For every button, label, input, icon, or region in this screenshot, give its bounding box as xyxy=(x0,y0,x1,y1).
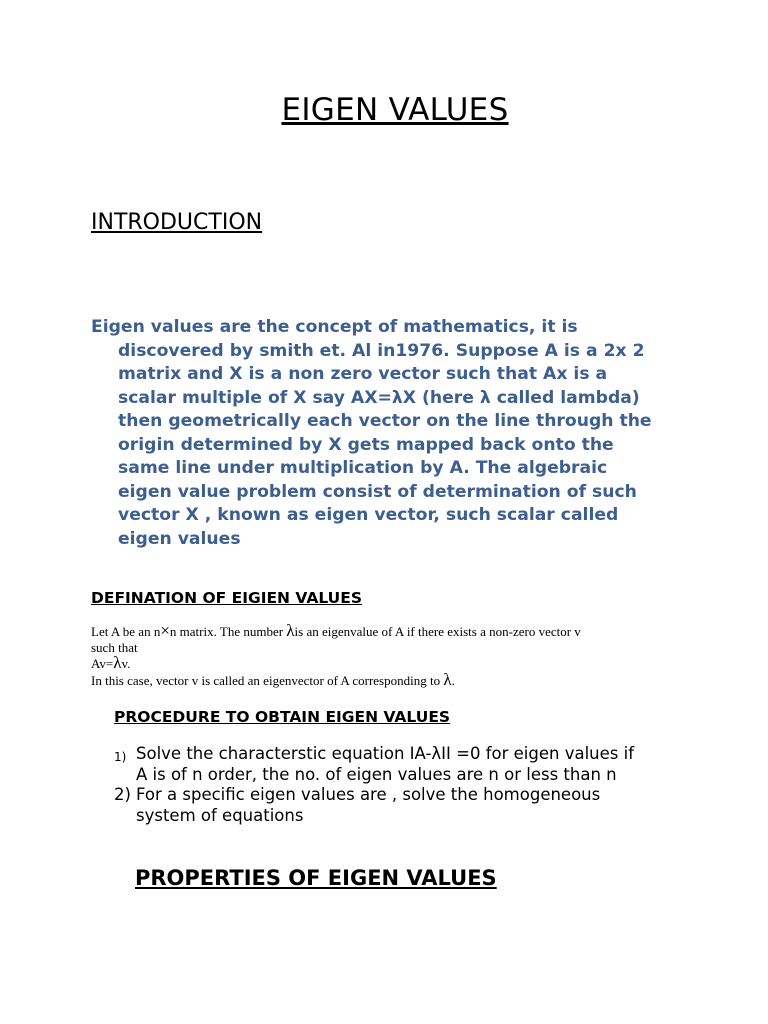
lambda-symbol: λ xyxy=(286,621,295,640)
intro-line: Eigen values are the concept of mathematics, it is xyxy=(91,317,578,337)
intro-line: same line under multiplication by A. The algebraic xyxy=(118,458,608,478)
intro-line: scalar multiple of X say AX=λX (here λ called lambda) xyxy=(118,387,640,408)
definition-line xyxy=(91,669,691,689)
introduction-heading: INTRODUCTION xyxy=(91,210,263,235)
list-number: 2) xyxy=(114,785,131,804)
procedure-heading: PROCEDURE TO OBTAIN EIGEN VALUES xyxy=(114,708,451,726)
definition-paragraph xyxy=(91,623,691,688)
definition-text: is an eigenvalue of A if there exists a non-zero vector v xyxy=(294,624,581,639)
list-item xyxy=(114,744,714,785)
definition-heading: DEFINATION OF EIGIEN VALUES xyxy=(91,589,363,607)
intro-line: eigen values xyxy=(118,528,241,549)
definition-line: such that xyxy=(91,639,138,655)
intro-line: origin determined by X gets mapped back onto the xyxy=(118,434,614,455)
properties-heading: PROPERTIES OF EIGEN VALUES xyxy=(135,866,497,890)
times-symbol: × xyxy=(160,621,170,640)
definition-text: Let A be an n xyxy=(91,624,161,639)
list-line: Solve the characterstic equation IA-λII =0 for eigen values if xyxy=(136,744,635,763)
definition-text: Av= xyxy=(91,656,114,671)
definition-line xyxy=(91,623,691,640)
procedure-list xyxy=(114,744,714,826)
intro-line: vector X , known as eigen vector, such scalar called xyxy=(118,505,619,525)
list-line: system of equations xyxy=(136,805,304,825)
list-line: For a specific eigen values are , solve the homogeneous xyxy=(136,785,601,804)
introduction-paragraph xyxy=(91,316,691,551)
document-title: EIGEN VALUES xyxy=(281,92,509,128)
intro-line: discovered by smith et. Al in1976. Suppose A is a 2x 2 xyxy=(118,340,645,361)
list-item xyxy=(114,785,714,826)
intro-line: eigen value problem consist of determination of such xyxy=(118,481,637,502)
intro-line: matrix and X is a non zero vector such that Ax is a xyxy=(118,364,608,384)
lambda-symbol: λ xyxy=(443,669,452,689)
definition-text: n matrix. The number xyxy=(169,624,287,639)
list-line: A is of n order, the no. of eigen values are n or less than n xyxy=(136,764,617,784)
definition-text: . xyxy=(451,672,455,688)
definition-line xyxy=(91,655,691,672)
definition-text: In this case, vector v is called an eigenvector of A corresponding to xyxy=(91,672,444,688)
lambda-symbol: λ xyxy=(113,653,122,672)
intro-line: then geometrically each vector on the line through the xyxy=(118,411,652,431)
definition-text: v. xyxy=(121,656,131,671)
list-number: 1) xyxy=(114,750,127,764)
